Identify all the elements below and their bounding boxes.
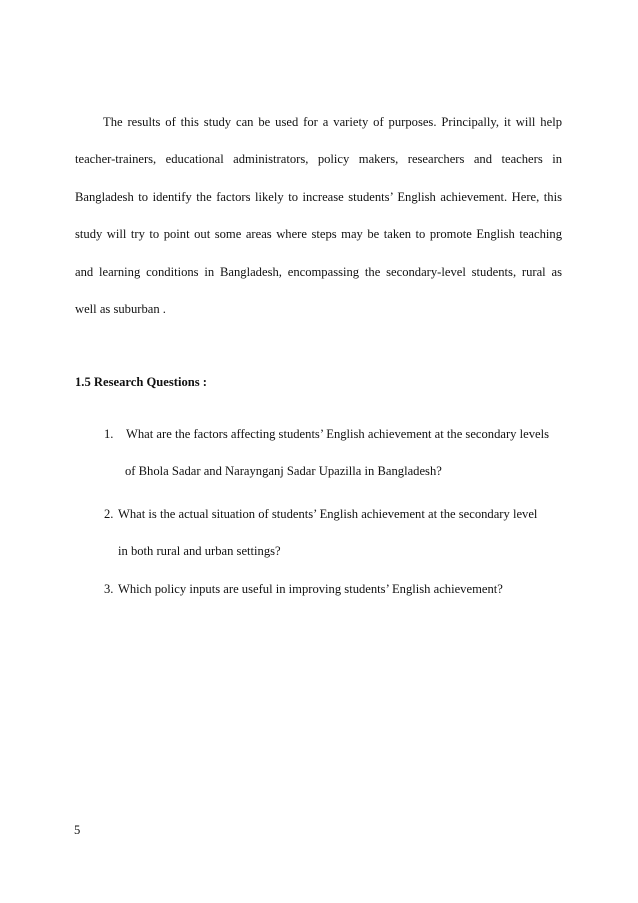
- list-number: 2.: [104, 507, 114, 521]
- section-heading: 1.5 Research Questions :: [75, 375, 207, 389]
- paragraph-line: and learning conditions in Bangladesh, encompassing the secondary-level students, rural as: [75, 265, 562, 279]
- question-text: of Bhola Sadar and Naraynganj Sadar Upazilla in Bangladesh?: [125, 464, 442, 478]
- question-text: What is the actual situation of students’ English achievement at the secondary level: [118, 507, 538, 521]
- page-number: 5: [74, 823, 81, 837]
- question-text: Which policy inputs are useful in improving students’ English achievement?: [118, 582, 503, 596]
- paragraph-line: well as suburban .: [75, 302, 166, 316]
- list-number: 3.: [104, 582, 114, 596]
- paragraph-line: study will try to point out some areas where steps may be taken to promote English teaching: [75, 227, 562, 241]
- paragraph-line: The results of this study can be used for a variety of purposes. Principally, it will help: [103, 115, 562, 129]
- question-text: in both rural and urban settings?: [118, 544, 281, 558]
- list-number: 1.: [104, 427, 114, 441]
- paragraph-line: Bangladesh to identify the factors likely to increase students’ English achievement. Here, this: [75, 190, 562, 204]
- question-text: What are the factors affecting students’ English achievement at the secondary levels: [126, 427, 550, 441]
- paragraph-line: teacher-trainers, educational administrators, policy makers, researchers and teachers in: [75, 152, 562, 166]
